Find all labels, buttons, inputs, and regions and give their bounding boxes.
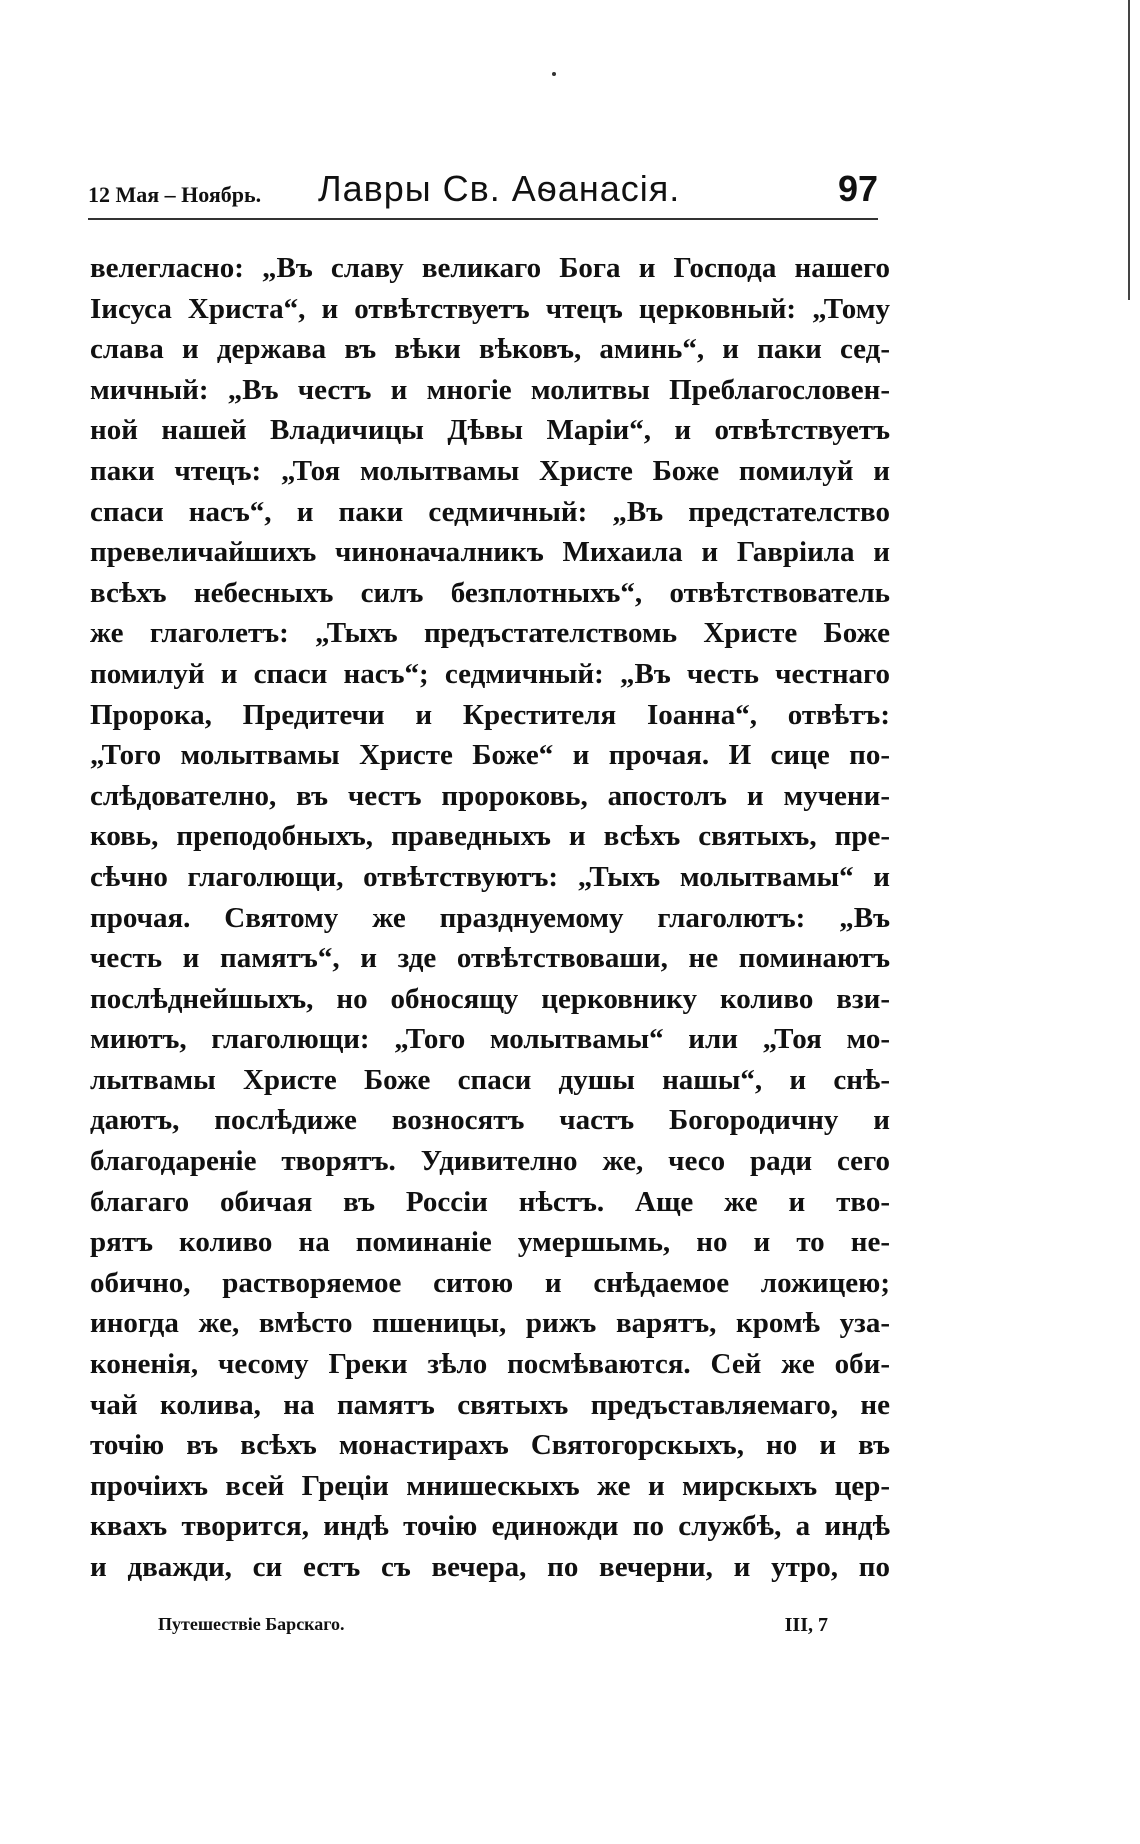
text-line: благодареніе творятъ. Удивително же, чесо ради сего [90,1145,890,1178]
text-line: всѣхъ небесныхъ силъ безплотныхъ“, отвѣтствователь [90,576,890,609]
text-line: прочая. Святому же празднуемому глаголютъ: „Въ [90,901,890,934]
text-line: спаси насъ“, и паки седмичный: „Въ предстателство [90,495,890,528]
footer-signature: Путешествіе Барскаго. [158,1614,345,1634]
body-text [90,248,890,1588]
text-line: лытвамы Христе Боже спаси душы нашы“, и снѣ- [90,1063,890,1096]
text-line: прочіихъ всей Греціи мнишескыхъ же и мирскыхъ цер- [90,1469,890,1502]
text-line: ной нашей Владичицы Дѣвы Маріи“, и отвѣтствуетъ [90,414,890,447]
running-header [88,168,878,218]
text-line: иногда же, вмѣсто пшеницы, рижъ варятъ, кромѣ уза- [90,1307,890,1340]
footer-sheet-mark: III, 7 [784,1614,828,1636]
text-line: послѣднейшыхъ, но обносящу церковнику коливо взи- [90,982,890,1015]
page-edge-line [1128,0,1130,300]
text-line: обично, растворяемое ситою и снѣдаемое ложицею; [90,1266,890,1299]
text-line: точію въ всѣхъ монастирахъ Святогорскыхъ, но и въ [90,1429,890,1462]
text-line: даютъ, послѣдиже возносятъ частъ Богородичну и [90,1104,890,1137]
text-line: слава и держава въ вѣки вѣковъ, аминь“, и паки сед- [90,333,890,366]
page-footer [158,1614,828,1644]
text-line: „Того молытвамы Христе Боже“ и прочая. И сице по- [90,739,890,772]
page-number: 97 [837,168,878,209]
text-line: честь и памятъ“, и зде отвѣтствоваши, не поминаютъ [90,942,890,975]
text-line: Іисуса Христа“, и отвѣтствуетъ чтецъ церковный: „Тому [90,292,890,325]
text-line: слѣдователно, въ честъ пророковь, апостолъ и мучени- [90,779,890,812]
text-line: Пророка, Предитечи и Крестителя Іоанна“, отвѣтъ: [90,698,890,731]
text-line: благаго обичая въ Россіи нѣстъ. Аще же и тво- [90,1185,890,1218]
text-line: велегласно: „Въ славу великаго Бога и Господа нашего [90,252,890,284]
header-title: Лавры Св. Аѳанасія. [318,168,681,209]
text-line: паки чтецъ: „Тоя молытвамы Христе Боже помилуй и [90,454,890,487]
text-line: рятъ коливо на поминаніе умершымь, но и то не- [90,1226,890,1259]
text-line: помилуй и спаси насъ“; седмичный: „Въ честь честнаго [90,657,890,690]
text-line: и дважди, си естъ съ вечера, по вечерни, и утро, по [90,1551,890,1583]
header-rule [88,218,878,220]
text-line: чай колива, на памятъ святыхъ предъставляемаго, не [90,1388,890,1421]
text-line: превеличайшихъ чиноначалникъ Михаила и Гавріила и [90,536,890,569]
text-line: же глаголетъ: „Тыхъ предъстателствомь Христе Боже [90,617,890,650]
text-line: квахъ творится, индѣ точію единожди по службѣ, а индѣ [90,1510,890,1543]
text-line: сѣчно глаголющи, отвѣтствуютъ: „Тыхъ молытвамы“ и [90,860,890,893]
text-line: мичный: „Въ честъ и многіе молитвы Преблагословен- [90,373,890,406]
header-dates: 12 Мая – Ноябрь. [88,182,262,207]
text-line: коненія, чесому Греки зѣло посмѣваются. Сей же оби- [90,1348,890,1381]
ink-speck [552,72,556,76]
text-line: миютъ, глаголющи: „Того молытвамы“ или „Тоя мо- [90,1023,890,1056]
text-line: ковь, преподобныхъ, праведныхъ и всѣхъ святыхъ, пре- [90,820,890,853]
